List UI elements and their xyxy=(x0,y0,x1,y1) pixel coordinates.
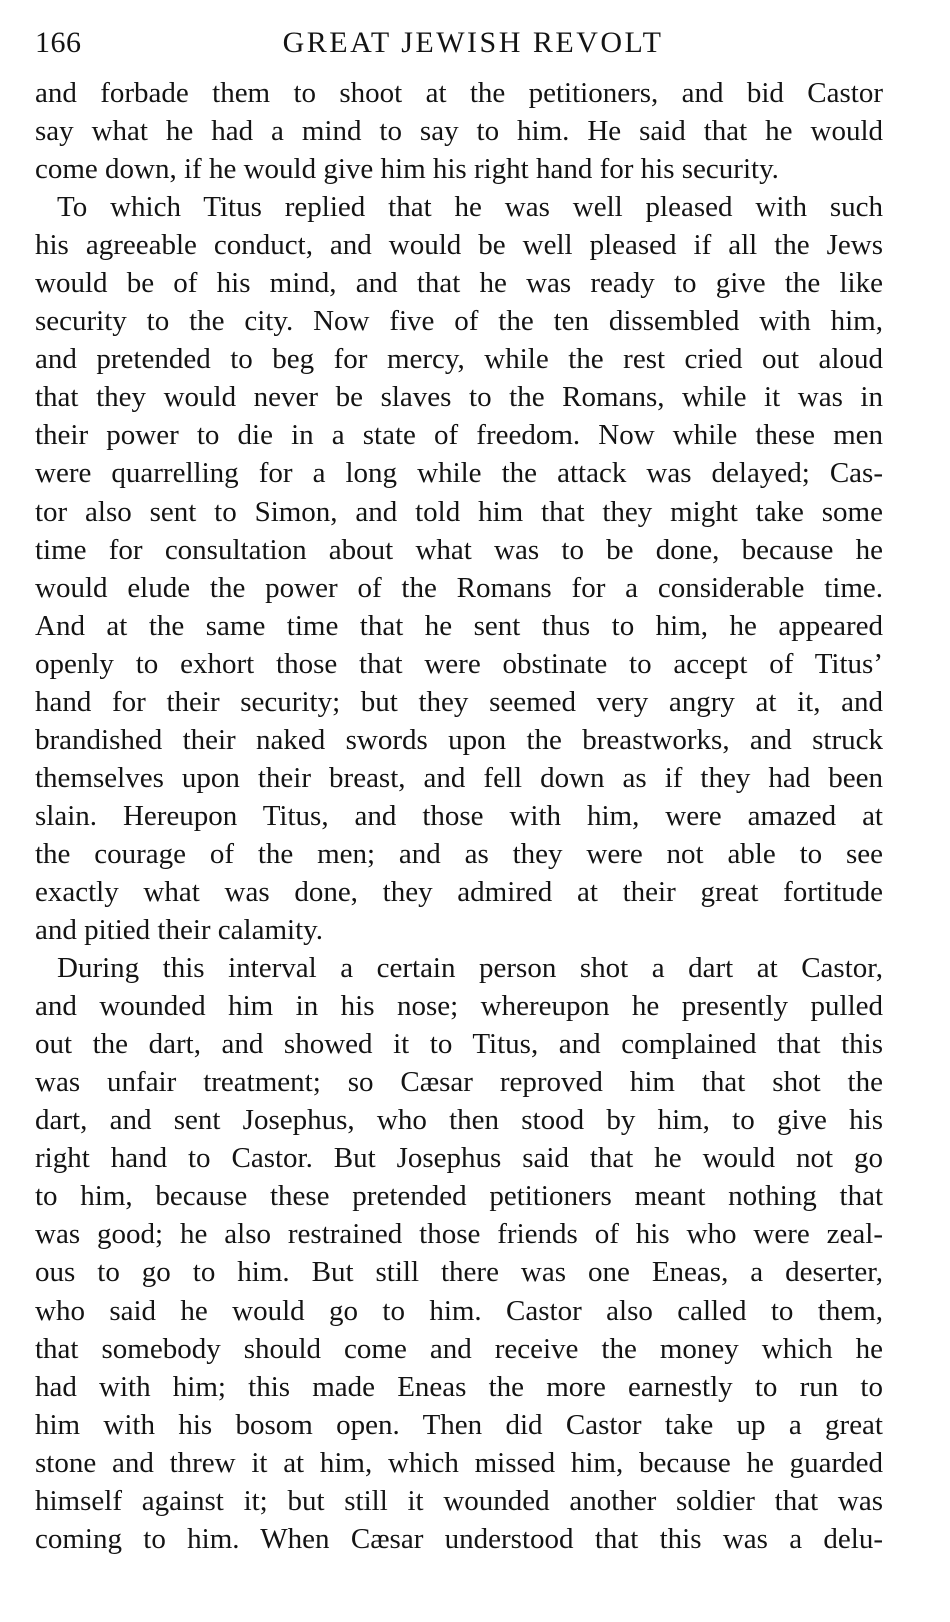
text-line: brandished their naked swords upon the breastworks, and struck xyxy=(35,723,883,756)
text-line: out the dart, and showed it to Titus, and complained that this xyxy=(35,1028,883,1061)
text-line: his agreeable conduct, and would be well pleased if all the Jews xyxy=(35,229,883,262)
text-line: hand for their security; but they seemed very angry at it, and xyxy=(35,685,883,718)
text-line: come down, if he would give him his right hand for his security. xyxy=(35,153,779,186)
running-head: GREAT JEWISH REVOLT xyxy=(282,26,664,59)
text-line: that they would never be slaves to the Romans, while it was in xyxy=(35,381,883,414)
text-line: security to the city. Now five of the ten dissembled with him, xyxy=(35,305,883,338)
text-line: coming to him. When Cæsar understood that this was a delu- xyxy=(35,1522,883,1555)
text-line: dart, and sent Josephus, who then stood by him, to give his xyxy=(35,1104,883,1137)
paragraph xyxy=(35,188,883,949)
paragraph xyxy=(35,74,883,188)
text-line: and pretended to beg for mercy, while the rest cried out aloud xyxy=(35,343,883,376)
text-line: would be of his mind, and that he was ready to give the like xyxy=(35,267,883,300)
text-line: was good; he also restrained those friends of his who were zeal- xyxy=(35,1218,883,1251)
text-line: slain. Hereupon Titus, and those with him, were amazed at xyxy=(35,799,883,832)
text-line: was unfair treatment; so Cæsar reproved him that shot the xyxy=(35,1066,883,1099)
text-line: time for consultation about what was to be done, because he xyxy=(35,533,883,566)
text-line: right hand to Castor. But Josephus said that he would not go xyxy=(35,1142,883,1175)
text-line: ous to go to him. But still there was one Eneas, a deserter, xyxy=(35,1256,883,1289)
text-line: exactly what was done, they admired at their great fortitude xyxy=(35,875,883,908)
text-line: themselves upon their breast, and fell down as if they had been xyxy=(35,761,883,794)
text-line: that somebody should come and receive the money which he xyxy=(35,1332,883,1365)
text-line: and pitied their calamity. xyxy=(35,914,324,947)
text-line: himself against it; but still it wounded another soldier that was xyxy=(35,1484,883,1517)
text-line: tor also sent to Simon, and told him that they might take some xyxy=(35,495,883,528)
text-line: During this interval a certain person shot a dart at Castor, xyxy=(57,952,883,985)
text-line: To which Titus replied that he was well pleased with such xyxy=(57,191,883,224)
text-line: And at the same time that he sent thus to him, he appeared xyxy=(35,609,883,642)
text-line: who said he would go to him. Castor also called to them, xyxy=(35,1294,883,1327)
book-page xyxy=(35,22,883,1558)
paragraph xyxy=(35,949,883,1558)
body-text xyxy=(35,74,883,1558)
text-line: their power to die in a state of freedom. Now while these men xyxy=(35,419,883,452)
text-line: would elude the power of the Romans for a considerable time. xyxy=(35,571,883,604)
text-line: and wounded him in his nose; whereupon he presently pulled xyxy=(35,990,883,1023)
text-line: the courage of the men; and as they were not able to see xyxy=(35,837,883,870)
text-line: openly to exhort those that were obstinate to accept of Titus’ xyxy=(35,647,883,680)
text-line: and forbade them to shoot at the petitioners, and bid Castor xyxy=(35,77,883,109)
text-line: say what he had a mind to say to him. He said that he would xyxy=(35,115,883,148)
text-line: were quarrelling for a long while the attack was delayed; Cas- xyxy=(35,457,883,490)
text-line: him with his bosom open. Then did Castor take up a great xyxy=(35,1408,883,1441)
page-number: 166 xyxy=(35,26,82,59)
text-line: had with him; this made Eneas the more earnestly to run to xyxy=(35,1370,883,1403)
page-header xyxy=(35,22,883,74)
text-line: to him, because these pretended petitioners meant nothing that xyxy=(35,1180,883,1213)
text-line: stone and threw it at him, which missed him, because he guarded xyxy=(35,1446,883,1479)
